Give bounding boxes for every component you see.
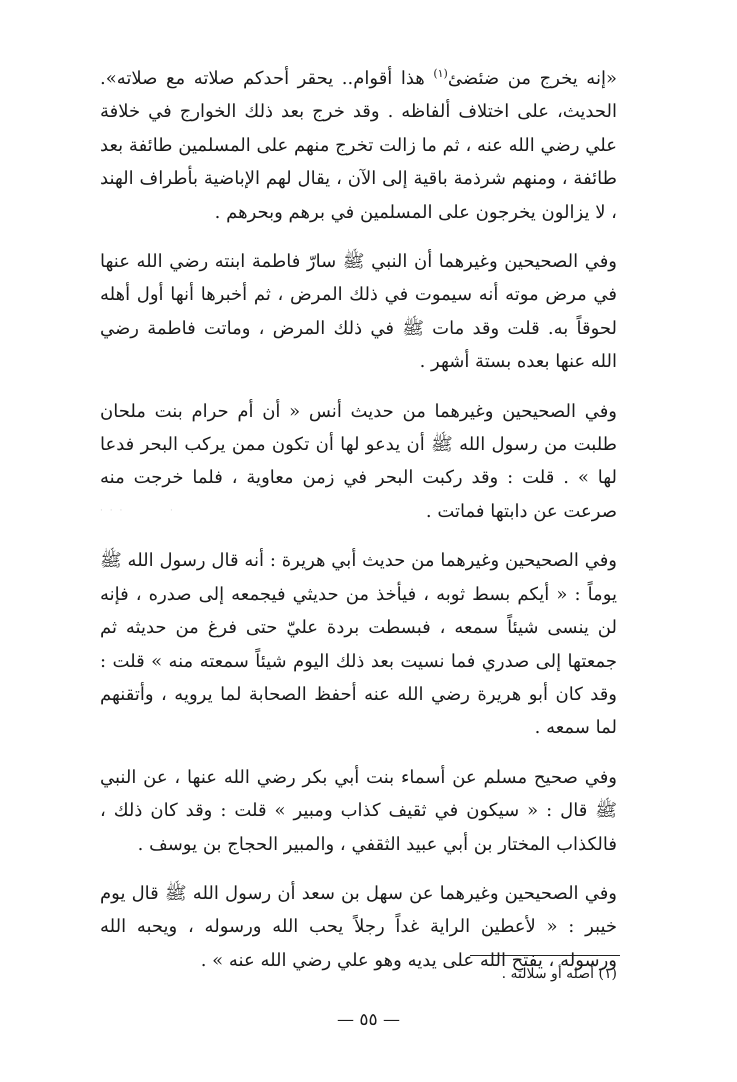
page-number: — ٥٥ —	[336, 1010, 401, 1030]
paragraph-umm-haram: وفي الصحيحين وغيرهما من حديث أنس « أن أم حرام بنت ملحان طلبت من رسول الله ﷺ أن يدعو لها أن تكون ممن يركب البحر فدعا لها » . قلت : وقد ركبت البحر في زمن معاوية ، فلما خرجت منه صرعت عن دابتها فماتت .	[100, 400, 617, 522]
main-text	[100, 62, 617, 977]
paragraph-khawarij	[100, 62, 617, 229]
paragraph-text: هذا أقوام.. يحقر أحدكم صلاته مع صلاته». الحديث، على اختلاف ألفاظه . وقد خرج بعد ذلك الخوارج في خلافة علي رضي الله عنه ، ثم ما زالت تخرج منهم على المسلمين طائفة بعد طائفة ، ومنهم شرذمة باقية إلى الآن ، يقال لهم الإباضية بأطراف الهند ، لا يزالون يخرجون على المسلمين في برهم وبحرهم .	[100, 68, 617, 223]
paragraph-abu-hurairah: وفي الصحيحين وغيرهما من حديث أبي هريرة : أنه قال رسول الله ﷺ يوماً : « أيكم بسط ثوبه ، فيأخذ من حديثي فيجمعه إلى صدره ، فإنه لن ينسى شيئاً سمعه ، فبسطت بردة عليّ حتى فرغ من حديثه ثم جمعتها إلى صدري فما نسيت بعد ذلك اليوم شيئاً سمعته منه » قلت : وقد كان أبو هريرة رضي الله عنه أحفظ الصحابة لما يرويه ، وأتقنهم لما سمعه .	[100, 550, 617, 739]
scan-speck: ·	[170, 506, 175, 516]
paragraph-khaybar: وفي الصحيحين وغيرهما عن سهل بن سعد أن رسول الله ﷺ قال يوم خيبر : « لأعطين الراية غداً رجلاً يحب الله ورسوله ، ويحبه الله ورسوله ، يفتح الله على يديه وهو علي رضي الله عنه » .	[100, 882, 617, 971]
scan-speck: · · ·	[100, 506, 125, 516]
footnote-divider	[470, 955, 620, 956]
footnote: (١) أصله أو سلالته .	[501, 966, 617, 982]
paragraph-text: «إنه يخرج من ضئضئ	[447, 68, 617, 89]
footnote-marker: (١)	[433, 67, 448, 80]
paragraph-fatima: وفي الصحيحين وغيرهما أن النبي ﷺ سارّ فاطمة ابنته رضي الله عنها في مرض موته أنه سيموت في ذلك المرض ، ثم أخبرها أنها أول أهله لحوقاً به. قلت وقد مات ﷺ في ذلك المرض ، وماتت فاطمة رضي الله عنها بعده بستة أشهر .	[100, 251, 617, 373]
paragraph-asma: وفي صحيح مسلم عن أسماء بنت أبي بكر رضي الله عنها ، عن النبي ﷺ قال : « سيكون في ثقيف كذاب ومبير » قلت : وقد كان ذلك ، فالكذاب المختار بن أبي عبيد الثقفي ، والمبير الحجاج بن يوسف .	[100, 766, 617, 855]
